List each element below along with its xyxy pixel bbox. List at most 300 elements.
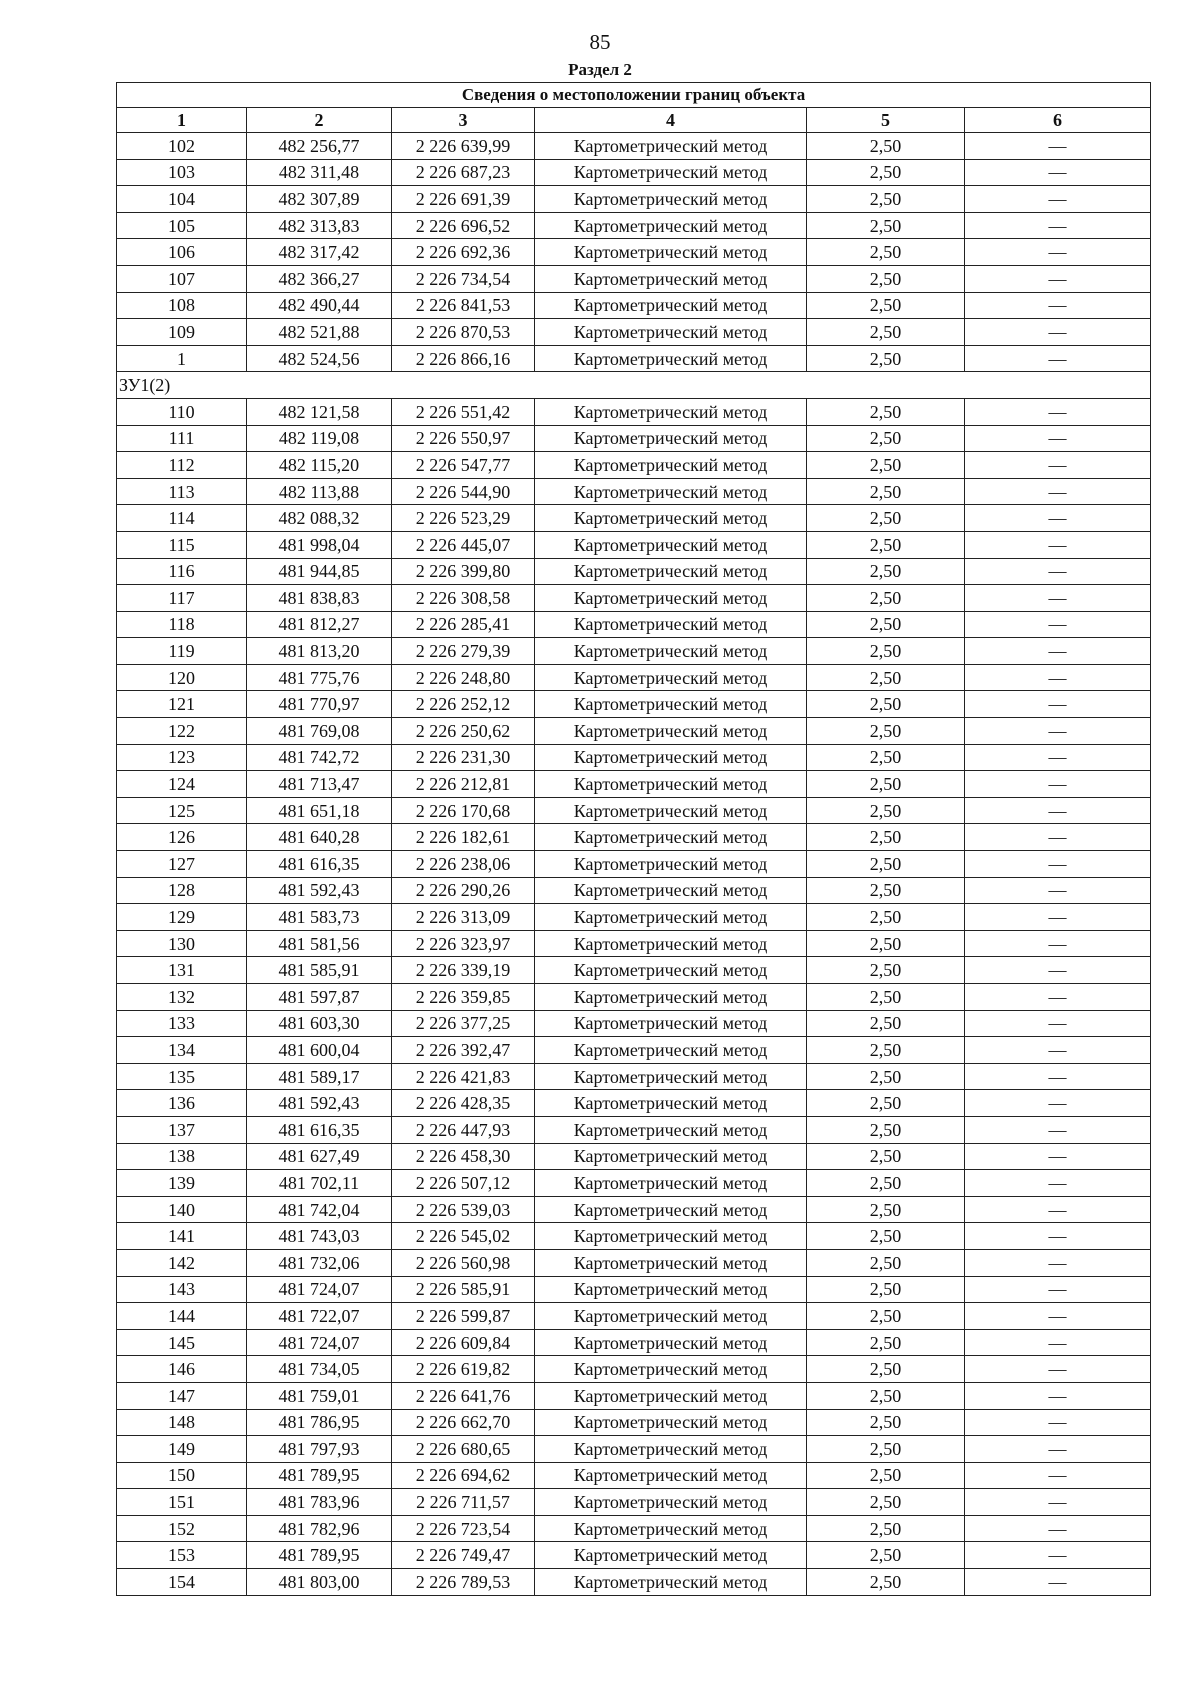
accuracy-cell: 2,50 <box>807 585 965 612</box>
accuracy-cell: 2,50 <box>807 957 965 984</box>
point-number-cell: 112 <box>117 452 247 479</box>
accuracy-cell: 2,50 <box>807 744 965 771</box>
x-coordinate-cell: 481 651,18 <box>247 797 392 824</box>
x-coordinate-cell: 482 524,56 <box>247 345 392 372</box>
description-cell: — <box>965 319 1151 346</box>
accuracy-cell: 2,50 <box>807 611 965 638</box>
method-cell: Картометрический метод <box>535 1037 807 1064</box>
y-coordinate-cell: 2 226 609,84 <box>392 1329 535 1356</box>
table-row <box>117 478 1151 505</box>
point-number-cell: 129 <box>117 904 247 931</box>
point-number-cell: 134 <box>117 1037 247 1064</box>
method-cell: Картометрический метод <box>535 744 807 771</box>
method-cell: Картометрический метод <box>535 1223 807 1250</box>
description-cell: — <box>965 1409 1151 1436</box>
y-coordinate-cell: 2 226 723,54 <box>392 1515 535 1542</box>
x-coordinate-cell: 481 585,91 <box>247 957 392 984</box>
description-cell: — <box>965 877 1151 904</box>
method-cell: Картометрический метод <box>535 239 807 266</box>
table-row <box>117 797 1151 824</box>
accuracy-cell: 2,50 <box>807 1436 965 1463</box>
table-row <box>117 1276 1151 1303</box>
accuracy-cell: 2,50 <box>807 1249 965 1276</box>
table-row <box>117 1303 1151 1330</box>
accuracy-cell: 2,50 <box>807 664 965 691</box>
y-coordinate-cell: 2 226 339,19 <box>392 957 535 984</box>
y-coordinate-cell: 2 226 170,68 <box>392 797 535 824</box>
accuracy-cell: 2,50 <box>807 1116 965 1143</box>
y-coordinate-cell: 2 226 870,53 <box>392 319 535 346</box>
description-cell: — <box>965 1116 1151 1143</box>
method-cell: Картометрический метод <box>535 319 807 346</box>
accuracy-cell: 2,50 <box>807 1542 965 1569</box>
method-cell: Картометрический метод <box>535 159 807 186</box>
point-number-cell: 130 <box>117 930 247 957</box>
table-row <box>117 824 1151 851</box>
x-coordinate-cell: 482 307,89 <box>247 186 392 213</box>
description-cell: — <box>965 1515 1151 1542</box>
method-cell: Картометрический метод <box>535 1436 807 1463</box>
table-row <box>117 691 1151 718</box>
point-number-cell: 122 <box>117 718 247 745</box>
x-coordinate-cell: 481 597,87 <box>247 984 392 1011</box>
y-coordinate-cell: 2 226 789,53 <box>392 1569 535 1596</box>
description-cell: — <box>965 212 1151 239</box>
y-coordinate-cell: 2 226 560,98 <box>392 1249 535 1276</box>
method-cell: Картометрический метод <box>535 638 807 665</box>
table-row <box>117 664 1151 691</box>
description-cell: — <box>965 1356 1151 1383</box>
y-coordinate-cell: 2 226 749,47 <box>392 1542 535 1569</box>
point-number-cell: 127 <box>117 851 247 878</box>
accuracy-cell: 2,50 <box>807 186 965 213</box>
description-cell: — <box>965 744 1151 771</box>
method-cell: Картометрический метод <box>535 1356 807 1383</box>
point-number-cell: 139 <box>117 1170 247 1197</box>
y-coordinate-cell: 2 226 313,09 <box>392 904 535 931</box>
y-coordinate-cell: 2 226 619,82 <box>392 1356 535 1383</box>
accuracy-cell: 2,50 <box>807 930 965 957</box>
table-row <box>117 1223 1151 1250</box>
accuracy-cell: 2,50 <box>807 904 965 931</box>
table-row <box>117 877 1151 904</box>
method-cell: Картометрический метод <box>535 1515 807 1542</box>
method-cell: Картометрический метод <box>535 292 807 319</box>
x-coordinate-cell: 481 944,85 <box>247 558 392 585</box>
point-number-cell: 121 <box>117 691 247 718</box>
accuracy-cell: 2,50 <box>807 265 965 292</box>
method-cell: Картометрический метод <box>535 1143 807 1170</box>
description-cell: — <box>965 1329 1151 1356</box>
x-coordinate-cell: 481 786,95 <box>247 1409 392 1436</box>
column-header-2: 2 <box>247 108 392 133</box>
description-cell: — <box>965 1542 1151 1569</box>
table-row <box>117 186 1151 213</box>
table-row <box>117 212 1151 239</box>
method-cell: Картометрический метод <box>535 1276 807 1303</box>
column-header-3: 3 <box>392 108 535 133</box>
y-coordinate-cell: 2 226 359,85 <box>392 984 535 1011</box>
x-coordinate-cell: 481 589,17 <box>247 1063 392 1090</box>
table-body <box>117 133 1151 1596</box>
y-coordinate-cell: 2 226 680,65 <box>392 1436 535 1463</box>
x-coordinate-cell: 482 113,88 <box>247 478 392 505</box>
point-number-cell: 149 <box>117 1436 247 1463</box>
table-row <box>117 1409 1151 1436</box>
point-number-cell: 147 <box>117 1382 247 1409</box>
description-cell: — <box>965 664 1151 691</box>
x-coordinate-cell: 482 119,08 <box>247 425 392 452</box>
column-header-row <box>117 108 1151 133</box>
point-number-cell: 145 <box>117 1329 247 1356</box>
method-cell: Картометрический метод <box>535 1409 807 1436</box>
method-cell: Картометрический метод <box>535 452 807 479</box>
y-coordinate-cell: 2 226 285,41 <box>392 611 535 638</box>
y-coordinate-cell: 2 226 694,62 <box>392 1462 535 1489</box>
point-number-cell: 133 <box>117 1010 247 1037</box>
table-row <box>117 292 1151 319</box>
accuracy-cell: 2,50 <box>807 824 965 851</box>
x-coordinate-cell: 481 812,27 <box>247 611 392 638</box>
method-cell: Картометрический метод <box>535 212 807 239</box>
table-row <box>117 904 1151 931</box>
point-number-cell: 103 <box>117 159 247 186</box>
y-coordinate-cell: 2 226 599,87 <box>392 1303 535 1330</box>
table-row <box>117 452 1151 479</box>
table-caption: Сведения о местоположении границ объекта <box>117 83 1151 108</box>
x-coordinate-cell: 481 813,20 <box>247 638 392 665</box>
description-cell: — <box>965 239 1151 266</box>
y-coordinate-cell: 2 226 399,80 <box>392 558 535 585</box>
description-cell: — <box>965 691 1151 718</box>
x-coordinate-cell: 482 317,42 <box>247 239 392 266</box>
point-number-cell: 109 <box>117 319 247 346</box>
x-coordinate-cell: 481 581,56 <box>247 930 392 957</box>
y-coordinate-cell: 2 226 641,76 <box>392 1382 535 1409</box>
table-row <box>117 505 1151 532</box>
group-label: ЗУ1(2) <box>117 372 1151 399</box>
point-number-cell: 120 <box>117 664 247 691</box>
y-coordinate-cell: 2 226 290,26 <box>392 877 535 904</box>
y-coordinate-cell: 2 226 687,23 <box>392 159 535 186</box>
accuracy-cell: 2,50 <box>807 478 965 505</box>
accuracy-cell: 2,50 <box>807 1409 965 1436</box>
accuracy-cell: 2,50 <box>807 1356 965 1383</box>
y-coordinate-cell: 2 226 445,07 <box>392 531 535 558</box>
y-coordinate-cell: 2 226 866,16 <box>392 345 535 372</box>
description-cell: — <box>965 1010 1151 1037</box>
x-coordinate-cell: 481 742,72 <box>247 744 392 771</box>
y-coordinate-cell: 2 226 458,30 <box>392 1143 535 1170</box>
group-row <box>117 372 1151 399</box>
coordinates-table-container <box>116 82 1150 1596</box>
method-cell: Картометрический метод <box>535 797 807 824</box>
y-coordinate-cell: 2 226 841,53 <box>392 292 535 319</box>
y-coordinate-cell: 2 226 662,70 <box>392 1409 535 1436</box>
description-cell: — <box>965 1382 1151 1409</box>
method-cell: Картометрический метод <box>535 1010 807 1037</box>
point-number-cell: 102 <box>117 133 247 160</box>
x-coordinate-cell: 481 783,96 <box>247 1489 392 1516</box>
y-coordinate-cell: 2 226 547,77 <box>392 452 535 479</box>
method-cell: Картометрический метод <box>535 1489 807 1516</box>
table-row <box>117 319 1151 346</box>
y-coordinate-cell: 2 226 539,03 <box>392 1196 535 1223</box>
y-coordinate-cell: 2 226 248,80 <box>392 664 535 691</box>
x-coordinate-cell: 481 998,04 <box>247 531 392 558</box>
y-coordinate-cell: 2 226 212,81 <box>392 771 535 798</box>
point-number-cell: 151 <box>117 1489 247 1516</box>
method-cell: Картометрический метод <box>535 1196 807 1223</box>
description-cell: — <box>965 851 1151 878</box>
accuracy-cell: 2,50 <box>807 1090 965 1117</box>
point-number-cell: 115 <box>117 531 247 558</box>
accuracy-cell: 2,50 <box>807 1276 965 1303</box>
y-coordinate-cell: 2 226 523,29 <box>392 505 535 532</box>
y-coordinate-cell: 2 226 692,36 <box>392 239 535 266</box>
table-row <box>117 345 1151 372</box>
x-coordinate-cell: 481 770,97 <box>247 691 392 718</box>
accuracy-cell: 2,50 <box>807 505 965 532</box>
accuracy-cell: 2,50 <box>807 345 965 372</box>
y-coordinate-cell: 2 226 377,25 <box>392 1010 535 1037</box>
accuracy-cell: 2,50 <box>807 1010 965 1037</box>
description-cell: — <box>965 1170 1151 1197</box>
x-coordinate-cell: 482 121,58 <box>247 398 392 425</box>
y-coordinate-cell: 2 226 238,06 <box>392 851 535 878</box>
description-cell: — <box>965 159 1151 186</box>
method-cell: Картометрический метод <box>535 664 807 691</box>
point-number-cell: 132 <box>117 984 247 1011</box>
x-coordinate-cell: 481 789,95 <box>247 1462 392 1489</box>
accuracy-cell: 2,50 <box>807 1143 965 1170</box>
x-coordinate-cell: 481 803,00 <box>247 1569 392 1596</box>
point-number-cell: 111 <box>117 425 247 452</box>
description-cell: — <box>965 771 1151 798</box>
description-cell: — <box>965 1063 1151 1090</box>
method-cell: Картометрический метод <box>535 1090 807 1117</box>
table-row <box>117 239 1151 266</box>
table-row <box>117 638 1151 665</box>
method-cell: Картометрический метод <box>535 345 807 372</box>
x-coordinate-cell: 481 724,07 <box>247 1329 392 1356</box>
x-coordinate-cell: 482 256,77 <box>247 133 392 160</box>
x-coordinate-cell: 481 583,73 <box>247 904 392 931</box>
description-cell: — <box>965 1462 1151 1489</box>
point-number-cell: 1 <box>117 345 247 372</box>
table-row <box>117 1196 1151 1223</box>
accuracy-cell: 2,50 <box>807 1303 965 1330</box>
y-coordinate-cell: 2 226 231,30 <box>392 744 535 771</box>
y-coordinate-cell: 2 226 551,42 <box>392 398 535 425</box>
point-number-cell: 123 <box>117 744 247 771</box>
accuracy-cell: 2,50 <box>807 1170 965 1197</box>
description-cell: — <box>965 425 1151 452</box>
point-number-cell: 114 <box>117 505 247 532</box>
table-row <box>117 1063 1151 1090</box>
y-coordinate-cell: 2 226 279,39 <box>392 638 535 665</box>
method-cell: Картометрический метод <box>535 984 807 1011</box>
accuracy-cell: 2,50 <box>807 851 965 878</box>
description-cell: — <box>965 1090 1151 1117</box>
table-row <box>117 1382 1151 1409</box>
y-coordinate-cell: 2 226 544,90 <box>392 478 535 505</box>
point-number-cell: 128 <box>117 877 247 904</box>
x-coordinate-cell: 481 702,11 <box>247 1170 392 1197</box>
x-coordinate-cell: 481 627,49 <box>247 1143 392 1170</box>
description-cell: — <box>965 585 1151 612</box>
table-row <box>117 1462 1151 1489</box>
description-cell: — <box>965 505 1151 532</box>
point-number-cell: 141 <box>117 1223 247 1250</box>
point-number-cell: 137 <box>117 1116 247 1143</box>
point-number-cell: 153 <box>117 1542 247 1569</box>
point-number-cell: 106 <box>117 239 247 266</box>
section-title: Раздел 2 <box>568 60 632 79</box>
table-row <box>117 425 1151 452</box>
description-cell: — <box>965 1143 1151 1170</box>
description-cell: — <box>965 638 1151 665</box>
accuracy-cell: 2,50 <box>807 398 965 425</box>
point-number-cell: 118 <box>117 611 247 638</box>
table-row <box>117 1569 1151 1596</box>
x-coordinate-cell: 482 490,44 <box>247 292 392 319</box>
x-coordinate-cell: 481 592,43 <box>247 1090 392 1117</box>
description-cell: — <box>965 345 1151 372</box>
method-cell: Картометрический метод <box>535 265 807 292</box>
x-coordinate-cell: 482 115,20 <box>247 452 392 479</box>
description-cell: — <box>965 531 1151 558</box>
x-coordinate-cell: 481 616,35 <box>247 851 392 878</box>
description-cell: — <box>965 1223 1151 1250</box>
accuracy-cell: 2,50 <box>807 319 965 346</box>
accuracy-cell: 2,50 <box>807 558 965 585</box>
method-cell: Картометрический метод <box>535 930 807 957</box>
table-row <box>117 1116 1151 1143</box>
description-cell: — <box>965 133 1151 160</box>
method-cell: Картометрический метод <box>535 425 807 452</box>
x-coordinate-cell: 481 797,93 <box>247 1436 392 1463</box>
method-cell: Картометрический метод <box>535 1303 807 1330</box>
y-coordinate-cell: 2 226 428,35 <box>392 1090 535 1117</box>
x-coordinate-cell: 481 838,83 <box>247 585 392 612</box>
table-row <box>117 1037 1151 1064</box>
y-coordinate-cell: 2 226 545,02 <box>392 1223 535 1250</box>
y-coordinate-cell: 2 226 639,99 <box>392 133 535 160</box>
description-cell: — <box>965 452 1151 479</box>
accuracy-cell: 2,50 <box>807 159 965 186</box>
y-coordinate-cell: 2 226 252,12 <box>392 691 535 718</box>
method-cell: Картометрический метод <box>535 1329 807 1356</box>
method-cell: Картометрический метод <box>535 478 807 505</box>
method-cell: Картометрический метод <box>535 904 807 931</box>
point-number-cell: 110 <box>117 398 247 425</box>
y-coordinate-cell: 2 226 711,57 <box>392 1489 535 1516</box>
point-number-cell: 126 <box>117 824 247 851</box>
method-cell: Картометрический метод <box>535 718 807 745</box>
point-number-cell: 131 <box>117 957 247 984</box>
y-coordinate-cell: 2 226 696,52 <box>392 212 535 239</box>
table-row <box>117 558 1151 585</box>
point-number-cell: 119 <box>117 638 247 665</box>
x-coordinate-cell: 482 088,32 <box>247 505 392 532</box>
x-coordinate-cell: 482 366,27 <box>247 265 392 292</box>
x-coordinate-cell: 481 722,07 <box>247 1303 392 1330</box>
method-cell: Картометрический метод <box>535 1063 807 1090</box>
x-coordinate-cell: 481 743,03 <box>247 1223 392 1250</box>
x-coordinate-cell: 481 640,28 <box>247 824 392 851</box>
table-row <box>117 1170 1151 1197</box>
x-coordinate-cell: 481 600,04 <box>247 1037 392 1064</box>
method-cell: Картометрический метод <box>535 1542 807 1569</box>
description-cell: — <box>965 1037 1151 1064</box>
x-coordinate-cell: 482 313,83 <box>247 212 392 239</box>
accuracy-cell: 2,50 <box>807 425 965 452</box>
table-row <box>117 1249 1151 1276</box>
point-number-cell: 154 <box>117 1569 247 1596</box>
y-coordinate-cell: 2 226 507,12 <box>392 1170 535 1197</box>
point-number-cell: 138 <box>117 1143 247 1170</box>
x-coordinate-cell: 481 769,08 <box>247 718 392 745</box>
method-cell: Картометрический метод <box>535 877 807 904</box>
description-cell: — <box>965 1569 1151 1596</box>
y-coordinate-cell: 2 226 421,83 <box>392 1063 535 1090</box>
table-row <box>117 1090 1151 1117</box>
table-row <box>117 718 1151 745</box>
y-coordinate-cell: 2 226 691,39 <box>392 186 535 213</box>
accuracy-cell: 2,50 <box>807 691 965 718</box>
x-coordinate-cell: 481 789,95 <box>247 1542 392 1569</box>
accuracy-cell: 2,50 <box>807 1063 965 1090</box>
method-cell: Картометрический метод <box>535 1170 807 1197</box>
point-number-cell: 124 <box>117 771 247 798</box>
y-coordinate-cell: 2 226 585,91 <box>392 1276 535 1303</box>
method-cell: Картометрический метод <box>535 1569 807 1596</box>
table-row <box>117 1356 1151 1383</box>
table-row <box>117 1515 1151 1542</box>
description-cell: — <box>965 1196 1151 1223</box>
y-coordinate-cell: 2 226 392,47 <box>392 1037 535 1064</box>
method-cell: Картометрический метод <box>535 1462 807 1489</box>
method-cell: Картометрический метод <box>535 531 807 558</box>
accuracy-cell: 2,50 <box>807 1462 965 1489</box>
method-cell: Картометрический метод <box>535 851 807 878</box>
table-row <box>117 398 1151 425</box>
y-coordinate-cell: 2 226 182,61 <box>392 824 535 851</box>
point-number-cell: 152 <box>117 1515 247 1542</box>
method-cell: Картометрический метод <box>535 1249 807 1276</box>
description-cell: — <box>965 292 1151 319</box>
x-coordinate-cell: 481 742,04 <box>247 1196 392 1223</box>
x-coordinate-cell: 481 713,47 <box>247 771 392 798</box>
table-row <box>117 1329 1151 1356</box>
x-coordinate-cell: 481 734,05 <box>247 1356 392 1383</box>
method-cell: Картометрический метод <box>535 505 807 532</box>
description-cell: — <box>965 1249 1151 1276</box>
accuracy-cell: 2,50 <box>807 1489 965 1516</box>
method-cell: Картометрический метод <box>535 585 807 612</box>
accuracy-cell: 2,50 <box>807 984 965 1011</box>
table-row <box>117 771 1151 798</box>
x-coordinate-cell: 481 775,76 <box>247 664 392 691</box>
accuracy-cell: 2,50 <box>807 1196 965 1223</box>
point-number-cell: 113 <box>117 478 247 505</box>
description-cell: — <box>965 265 1151 292</box>
table-row <box>117 159 1151 186</box>
description-cell: — <box>965 558 1151 585</box>
method-cell: Картометрический метод <box>535 957 807 984</box>
description-cell: — <box>965 904 1151 931</box>
